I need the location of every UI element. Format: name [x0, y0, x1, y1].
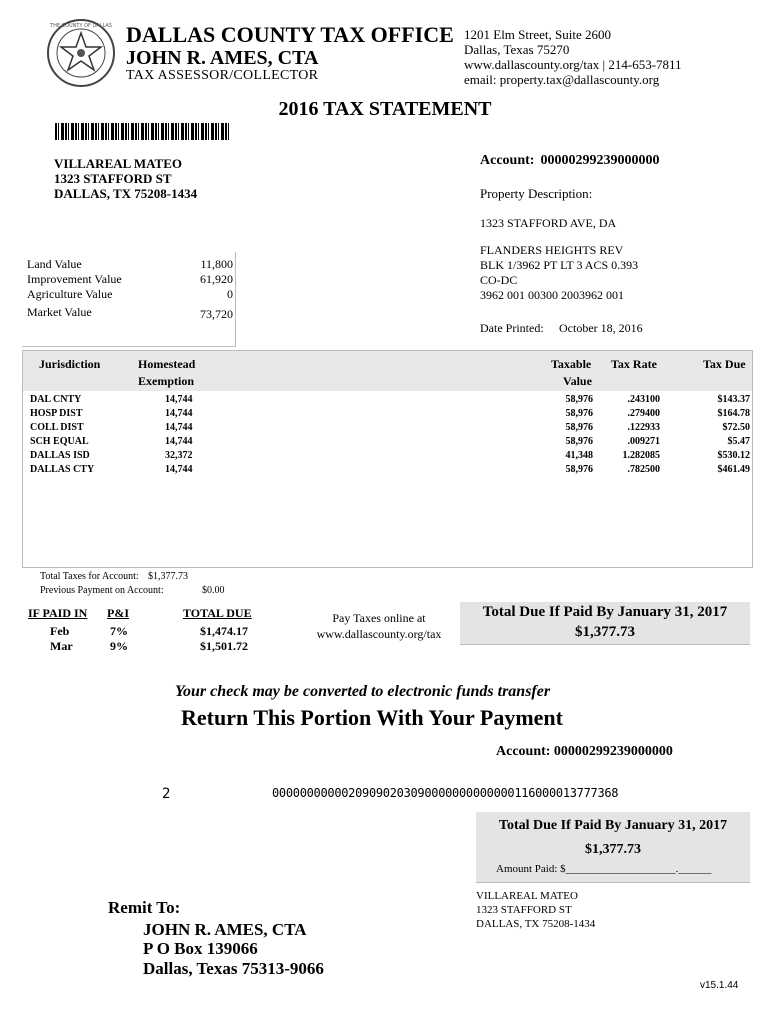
pay-online-line1: Pay Taxes online at [332, 611, 426, 625]
value-amount: 11,800 [200, 257, 233, 271]
rate-cell: .782500 [627, 464, 660, 475]
penalty-total: $1,474.17 [200, 624, 248, 638]
jurisdiction-cell: DALLAS ISD [30, 450, 90, 461]
due-cell: $164.78 [717, 408, 750, 419]
office-email[interactable]: email: property.tax@dallascounty.org [464, 72, 660, 87]
due-cell: $530.12 [717, 450, 750, 461]
value-amount: 0 [227, 287, 233, 301]
stub-total-due-label: Total Due If Paid By January 31, 2017 [498, 818, 728, 833]
statement-title: 2016 TAX STATEMENT [278, 98, 492, 120]
col-taxable: Taxable [551, 357, 592, 371]
office-address-line2: Dallas, Texas 75270 [464, 42, 570, 57]
taxable-cell: 58,976 [565, 408, 593, 419]
stub-owner-name: VILLAREAL MATEO [476, 890, 578, 902]
exemption-cell: 14,744 [165, 408, 193, 419]
assessor-name: JOHN R. AMES, CTA [126, 47, 319, 69]
assessor-title: TAX ASSESSOR/COLLECTOR [126, 68, 319, 83]
total-due-amount: $1,377.73 [575, 624, 635, 640]
value-label: Agriculture Value [27, 287, 113, 301]
remit-po-box: P O Box 139066 [143, 939, 258, 958]
rate-cell: .279400 [627, 408, 660, 419]
exemption-cell: 32,372 [165, 450, 193, 461]
total-taxes [40, 571, 188, 582]
col-tax-rate: Tax Rate [611, 357, 657, 371]
col-jurisdiction: Jurisdiction [39, 357, 101, 371]
ocr-scan-line: 00000000000209090203090000000000000116000013777368 [272, 786, 619, 800]
date-printed-label: Date Printed: [480, 321, 544, 335]
county-seal-icon [46, 18, 116, 88]
stub-total-due-amount: $1,377.73 [585, 842, 641, 857]
property-legal-2: BLK 1/3962 PT LT 3 ACS 0.393 [480, 258, 639, 272]
form-version: v15.1.44 [700, 980, 739, 991]
total-due-header: TOTAL DUE [183, 606, 252, 620]
pay-online-note [304, 610, 454, 642]
penalty-pi: 7% [110, 624, 128, 638]
barcode [55, 123, 231, 140]
total-taxes-value: $1,377.73 [148, 571, 188, 582]
due-cell: $143.37 [717, 394, 750, 405]
property-legal-4: 3962 001 00300 2003962 001 [480, 288, 624, 302]
remit-to-label: Remit To: [108, 898, 181, 917]
taxable-cell: 58,976 [565, 436, 593, 447]
exemption-cell: 14,744 [165, 436, 193, 447]
previous-payment [40, 585, 225, 596]
date-printed-value: October 18, 2016 [559, 321, 643, 335]
total-due-label: Total Due If Paid By January 31, 2017 [482, 604, 728, 620]
property-legal-1: FLANDERS HEIGHTS REV [480, 243, 624, 257]
previous-payment-value: $0.00 [202, 585, 225, 596]
value-label: Market Value [27, 305, 92, 319]
total-taxes-label: Total Taxes for Account: [40, 571, 139, 582]
rate-cell: .243100 [627, 394, 660, 405]
account-label: Account: [480, 153, 535, 168]
col-tax-due: Tax Due [703, 357, 746, 371]
stub-total-due-box [476, 812, 750, 883]
jurisdiction-cell: DALLAS CTY [30, 464, 95, 475]
due-cell: $461.49 [717, 464, 750, 475]
jurisdiction-cell: DAL CNTY [30, 394, 82, 405]
jurisdiction-cell: SCH EQUAL [30, 436, 89, 447]
owner-city: DALLAS, TX 75208-1434 [54, 186, 198, 201]
amount-paid-field[interactable]: Amount Paid: $____________________.______ [496, 863, 712, 875]
remit-city: Dallas, Texas 75313-9066 [143, 959, 324, 978]
office-web-phone[interactable]: www.dallascounty.org/tax | 214-653-7811 [464, 57, 682, 72]
check-conversion-note: Your check may be converted to electronic funds transfer [175, 683, 551, 700]
pay-online-link[interactable]: www.dallascounty.org/tax [316, 627, 442, 641]
exemption-cell: 14,744 [165, 422, 193, 433]
office-address-line1: 1201 Elm Street, Suite 2600 [464, 27, 611, 42]
tax-table-header [23, 351, 752, 391]
penalty-total: $1,501.72 [200, 639, 248, 653]
taxable-cell: 58,976 [565, 422, 593, 433]
col-homestead: Homestead [138, 357, 196, 371]
office-title: DALLAS COUNTY TAX OFFICE [126, 22, 454, 47]
stub-owner-street: 1323 STAFFORD ST [476, 904, 572, 916]
stub-code: 2 [162, 786, 171, 802]
owner-address [54, 156, 197, 201]
due-cell: $72.50 [722, 422, 750, 433]
col-exemption: Exemption [138, 374, 195, 388]
rate-cell: .122933 [627, 422, 660, 433]
value-label: Land Value [27, 257, 82, 271]
owner-name: VILLAREAL MATEO [54, 156, 182, 171]
property-legal-3: CO-DC [480, 273, 518, 287]
if-paid-in-header: IF PAID IN [28, 606, 88, 620]
jurisdiction-cell: HOSP DIST [30, 408, 83, 419]
previous-payment-label: Previous Payment on Account: [40, 585, 164, 596]
remit-name: JOHN R. AMES, CTA [143, 920, 307, 939]
taxable-cell: 58,976 [565, 394, 593, 405]
exemption-cell: 14,744 [165, 464, 193, 475]
account-number [480, 153, 659, 169]
value-label: Improvement Value [27, 272, 122, 286]
stub-account-number: Account: 00000299239000000 [496, 744, 673, 759]
due-cell: $5.47 [727, 436, 750, 447]
office-contact [464, 27, 682, 87]
col-value: Value [563, 374, 592, 388]
rate-cell: .009271 [627, 436, 660, 447]
penalty-pi: 9% [110, 639, 128, 653]
stub-owner-address [476, 889, 595, 931]
value-amount: 73,720 [200, 307, 233, 321]
total-due-box [460, 602, 750, 645]
return-portion-heading: Return This Portion With Your Payment [181, 705, 563, 730]
penalty-month: Feb [50, 624, 70, 638]
exemption-cell: 14,744 [165, 394, 193, 405]
stub-owner-city: DALLAS, TX 75208-1434 [476, 918, 596, 930]
property-address: 1323 STAFFORD AVE, DA [480, 216, 617, 230]
owner-street: 1323 STAFFORD ST [54, 171, 172, 186]
property-values [22, 252, 236, 347]
rate-cell: 1.282085 [622, 450, 660, 461]
account-value: 00000299239000000 [540, 153, 660, 168]
jurisdiction-cell: COLL DIST [30, 422, 84, 433]
pi-header: P&I [107, 606, 129, 620]
taxable-cell: 58,976 [565, 464, 593, 475]
seal-text: THE COUNTY OF DALLAS [50, 23, 112, 29]
value-amount: 61,920 [200, 272, 233, 286]
penalty-month: Mar [50, 639, 73, 653]
property-description-label: Property Description: [480, 186, 593, 201]
tax-table [22, 350, 753, 568]
taxable-cell: 41,348 [565, 450, 593, 461]
